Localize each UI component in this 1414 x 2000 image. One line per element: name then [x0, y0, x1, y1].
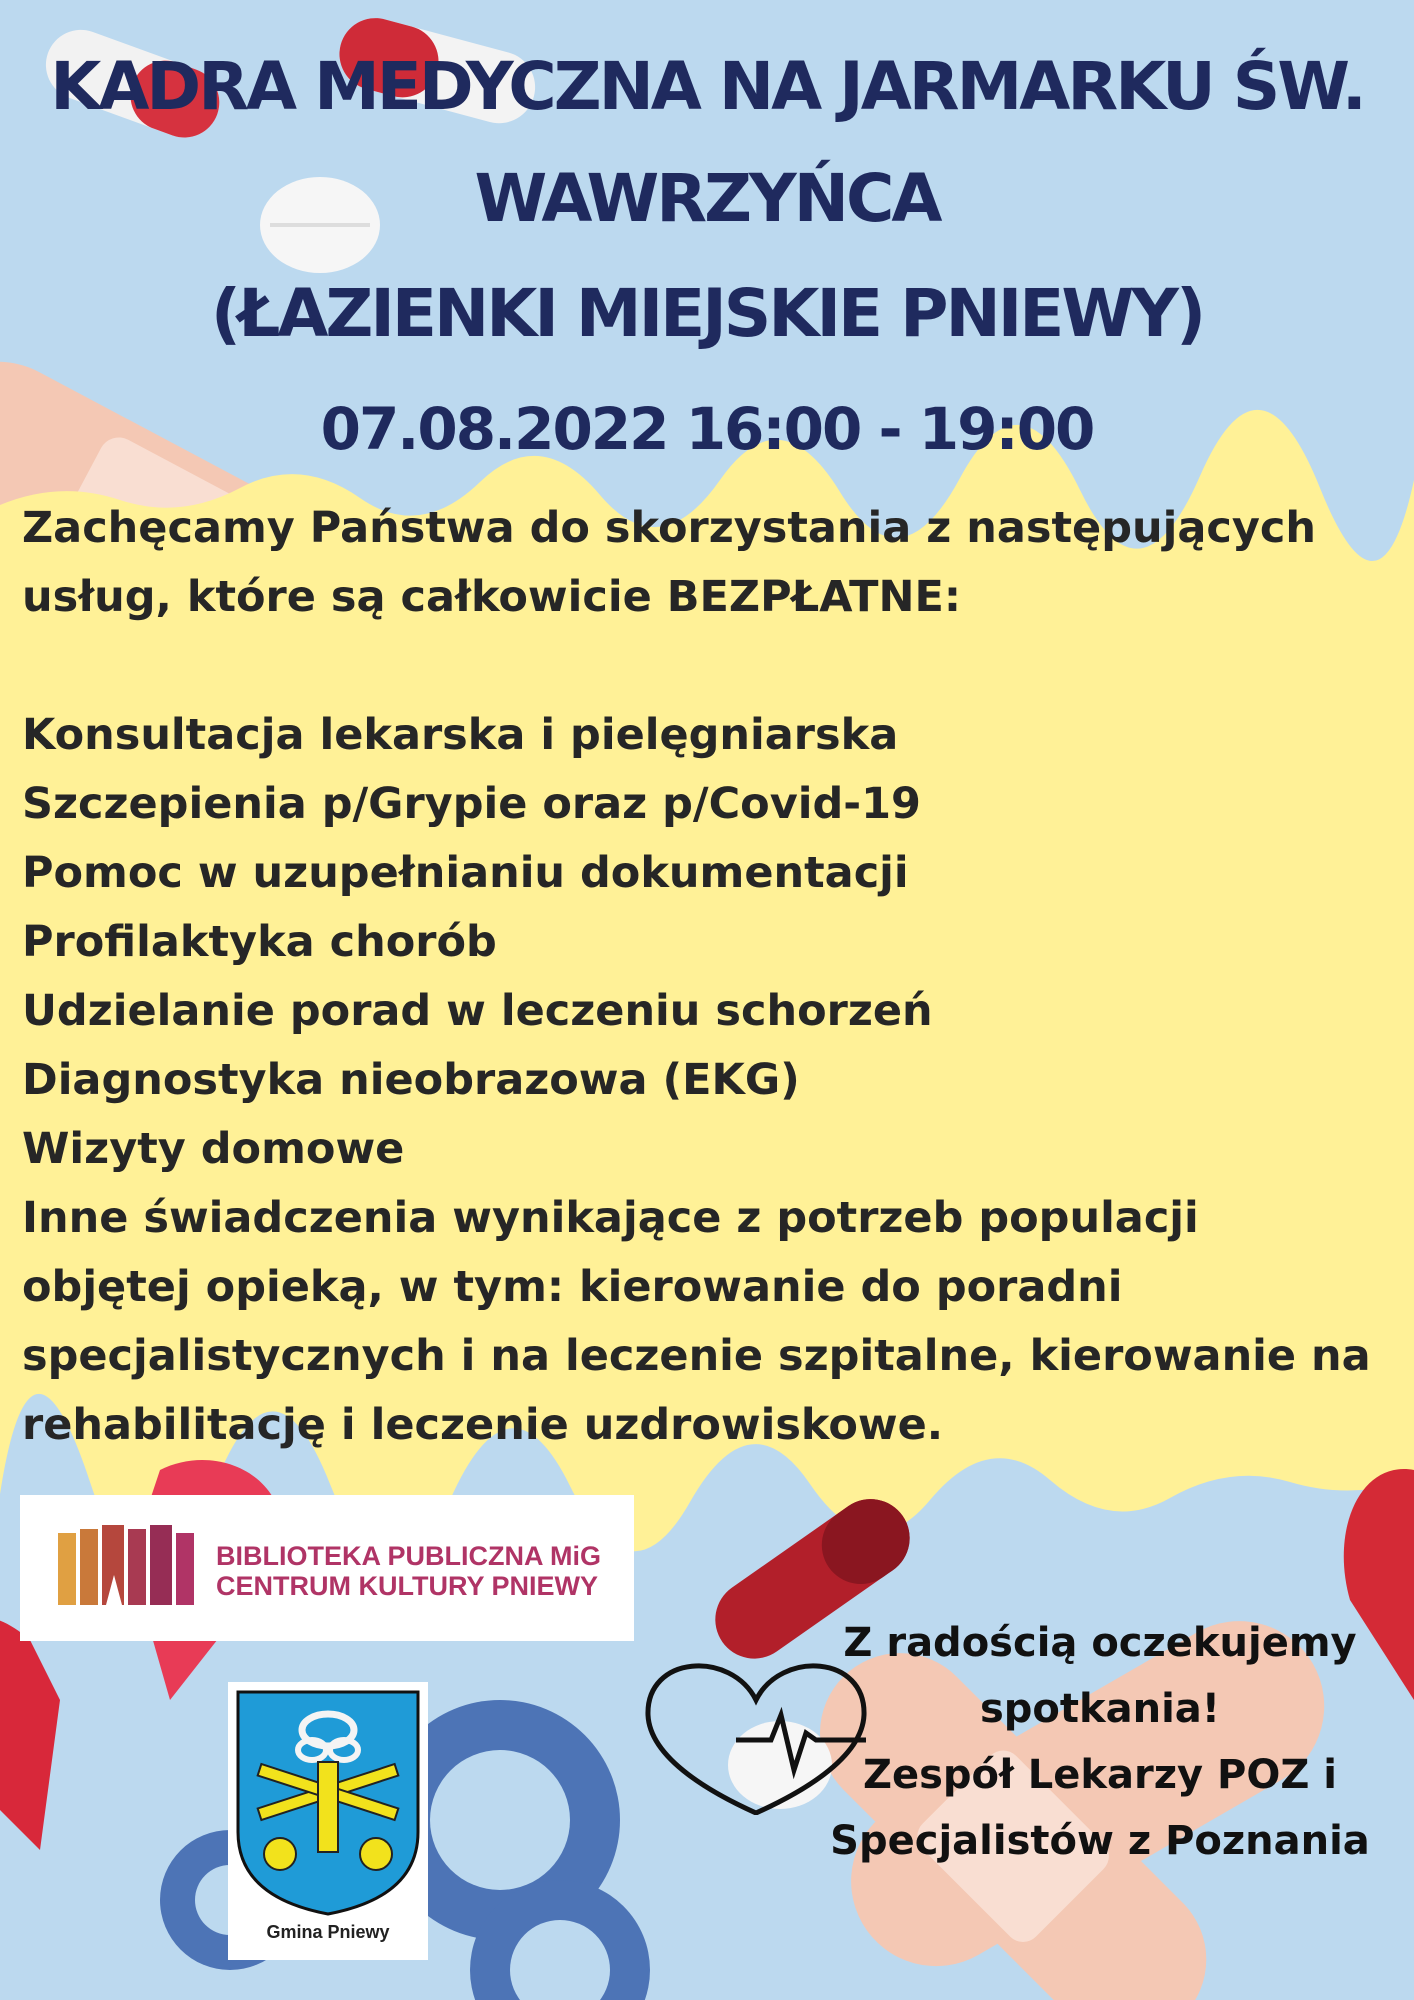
service-item: Udzielanie porad w leczeniu schorzeń: [22, 986, 933, 1036]
service-item: specjalistycznych i na leczenie szpitalne, kierowanie na: [22, 1331, 1371, 1381]
closing-line-1: Z radością oczekujemy: [843, 1620, 1357, 1666]
intro-line-1: Zachęcamy Państwa do skorzystania z następujących: [22, 503, 1316, 553]
service-item: rehabilitację i leczenie uzdrowiskowe.: [22, 1400, 944, 1450]
intro-line-2: usług, które są całkowicie BEZPŁATNE:: [22, 572, 962, 622]
event-datetime: 07.08.2022 16:00 - 19:00: [320, 395, 1094, 463]
coat-of-arms-icon: [228, 1682, 428, 1960]
closing-line-2: spotkania!: [979, 1686, 1221, 1732]
service-item: Profilaktyka chorób: [22, 917, 497, 967]
service-item: Pomoc w uzupełnianiu dokumentacji: [22, 848, 909, 898]
municipality-crest: [228, 1682, 428, 1960]
service-item: Wizyty domowe: [22, 1124, 405, 1174]
library-logo-line-1: BIBLIOTEKA PUBLICZNA MiG: [216, 1541, 601, 1571]
crest-label: Gmina Pniewy: [266, 1922, 390, 1942]
service-item: Szczepienia p/Grypie oraz p/Covid-19: [22, 779, 921, 829]
page-title-line-2: WAWRZYŃCA: [474, 160, 940, 237]
library-logo-text: [216, 1541, 601, 1601]
intro-paragraph: [22, 494, 1402, 632]
closing-message: [790, 1610, 1410, 1874]
page-title-line-1: KADRA MEDYCZNA NA JARMARKU ŚW.: [50, 48, 1364, 125]
service-item: Inne świadczenia wynikające z potrzeb populacji: [22, 1193, 1199, 1243]
service-item: Konsultacja lekarska i pielęgniarska: [22, 710, 899, 760]
library-logo-line-2: CENTRUM KULTURY PNIEWY: [216, 1571, 598, 1601]
books-icon: [58, 1525, 208, 1605]
services-list: [22, 701, 1402, 1460]
service-item: objętej opieką, w tym: kierowanie do poradni: [22, 1262, 1123, 1312]
closing-line-4: Specjalistów z Poznania: [830, 1818, 1370, 1864]
service-item: Diagnostyka nieobrazowa (EKG): [22, 1055, 800, 1105]
library-logo: [20, 1495, 634, 1641]
closing-line-3: Zespół Lekarzy POZ i: [862, 1752, 1337, 1798]
page-title-line-3: (ŁAZIENKI MIEJSKIE PNIEWY): [210, 275, 1204, 352]
